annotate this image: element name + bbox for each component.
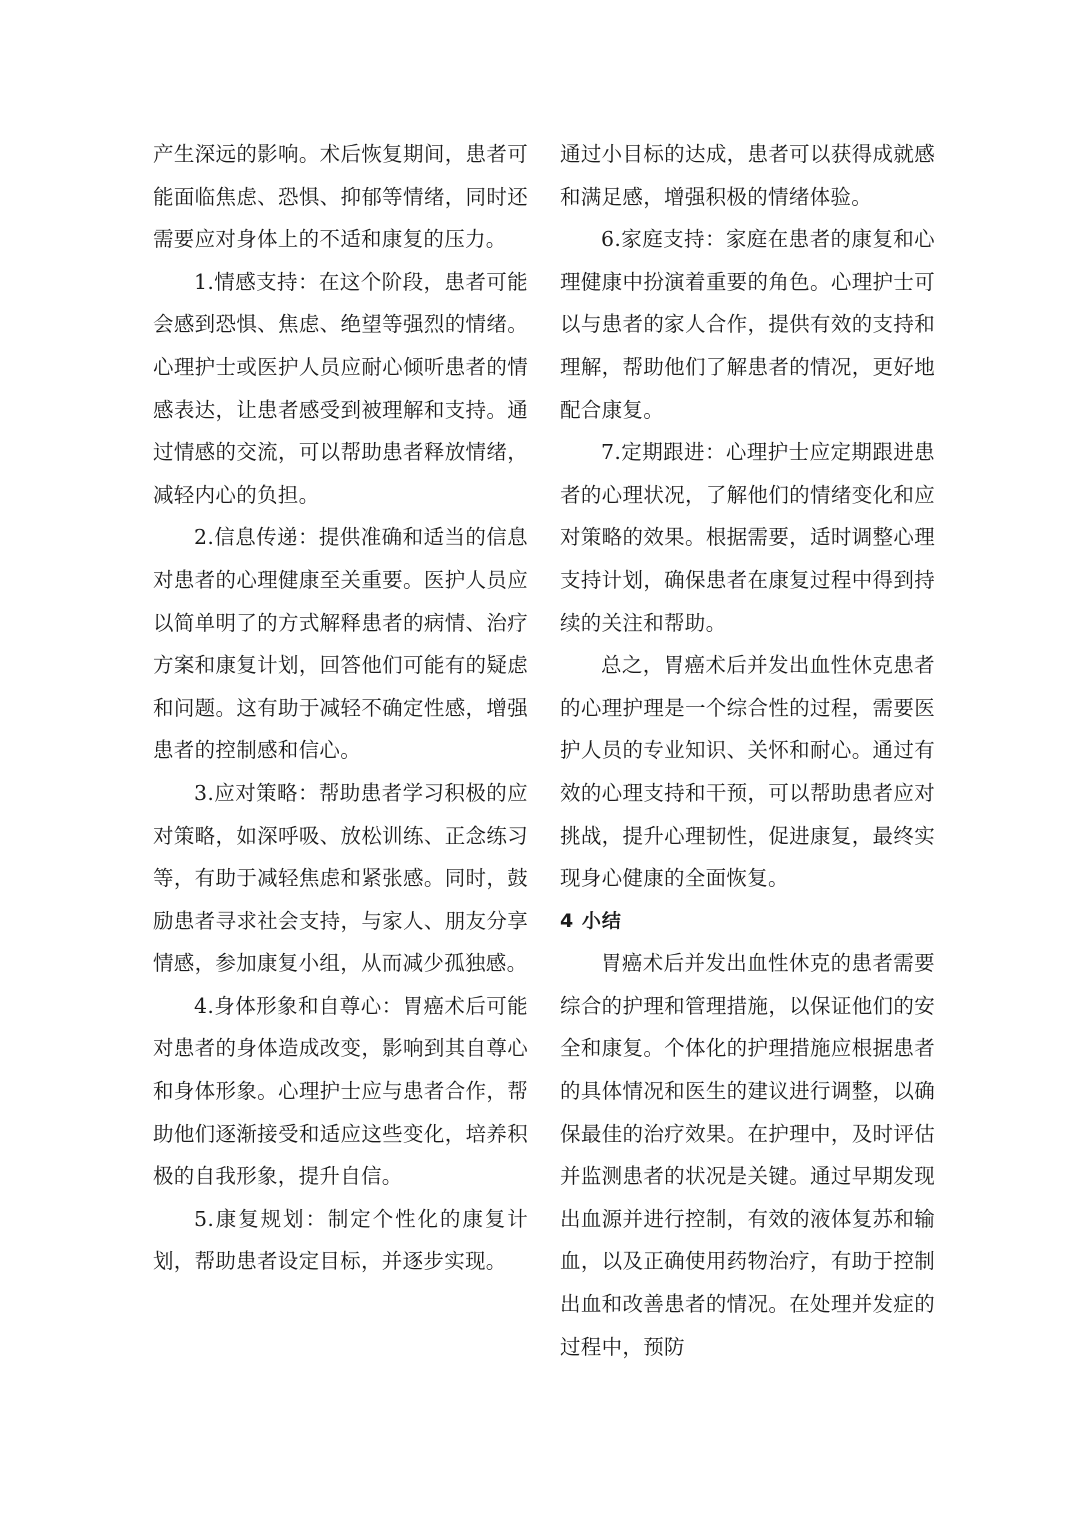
- left-column: [153, 133, 528, 1283]
- paragraph-body-image: 4.身体形象和自尊心：胃癌术后可能对患者的身体造成改变，影响到其自尊心和身体形象。心理护士应与患者合作，帮助他们逐渐接受和适应这些变化，培养积极的自我形象，提升自信。: [153, 993, 528, 1189]
- paragraph-continuation: 产生深远的影响。术后恢复期间，患者可能面临焦虑、恐惧、抑郁等情绪，同时还需要应对身体上的不适和康复的压力。: [153, 142, 528, 252]
- paragraph-coping-strategies: 3.应对策略：帮助患者学习积极的应对策略，如深呼吸、放松训练、正念练习等，有助于减轻焦虑和紧张感。同时，鼓励患者寻求社会支持，与家人、朋友分享情感，参加康复小组，从而减少孤独感。: [153, 780, 528, 976]
- paragraph-information: 2.信息传递：提供准确和适当的信息对患者的心理健康至关重要。医护人员应以简单明了的方式解释患者的病情、治疗方案和康复计划，回答他们可能有的疑虑和问题。这有助于减轻不确定性感，增强患者的控制感和信心。: [153, 525, 528, 763]
- paragraph-rehab-planning: 5.康复规划：制定个性化的康复计划，帮助患者设定目标，并逐步实现。: [153, 1206, 528, 1274]
- paragraph-follow-up: 7.定期跟进：心理护士应定期跟进患者的心理状况，了解他们的情绪变化和应对策略的效果。根据需要，适时调整心理支持计划，确保患者在康复过程中得到持续的关注和帮助。: [560, 440, 935, 635]
- paragraph-rehab-continuation: 通过小目标的达成，患者可以获得成就感和满足感，增强积极的情绪体验。: [560, 142, 935, 209]
- paragraph-emotional-support: 1.情感支持：在这个阶段，患者可能会感到恐惧、焦虑、绝望等强烈的情绪。心理护士或医护人员应耐心倾听患者的情感表达，让患者感受到被理解和支持。通过情感的交流，可以帮助患者释放情绪，减轻内心的负担。: [153, 269, 528, 507]
- paragraph-family-support: 6.家庭支持：家庭在患者的康复和心理健康中扮演着重要的角色。心理护士可以与患者的家人合作，提供有效的支持和理解，帮助他们了解患者的情况，更好地配合康复。: [560, 227, 935, 422]
- paragraph-summary: 胃癌术后并发出血性休克的患者需要综合的护理和管理措施，以保证他们的安全和康复。个体化的护理措施应根据患者的具体情况和医生的建议进行调整，以确保最佳的治疗效果。在护理中，及时评估并监测患者的状况是关键。通过早期发现出血源并进行控制，有效的液体复苏和输血，以及正确使用药物治疗，有助于控制出血和改善患者的情况。在处理并发症的过程中，预防: [560, 951, 935, 1359]
- right-column: [560, 133, 935, 1368]
- section-heading-summary: 4 小结: [560, 909, 622, 932]
- paragraph-conclusion-care: 总之，胃癌术后并发出血性休克患者的心理护理是一个综合性的过程，需要医护人员的专业知识、关怀和耐心。通过有效的心理支持和干预，可以帮助患者应对挑战，提升心理韧性，促进康复，最终实现身心健康的全面恢复。: [560, 653, 935, 891]
